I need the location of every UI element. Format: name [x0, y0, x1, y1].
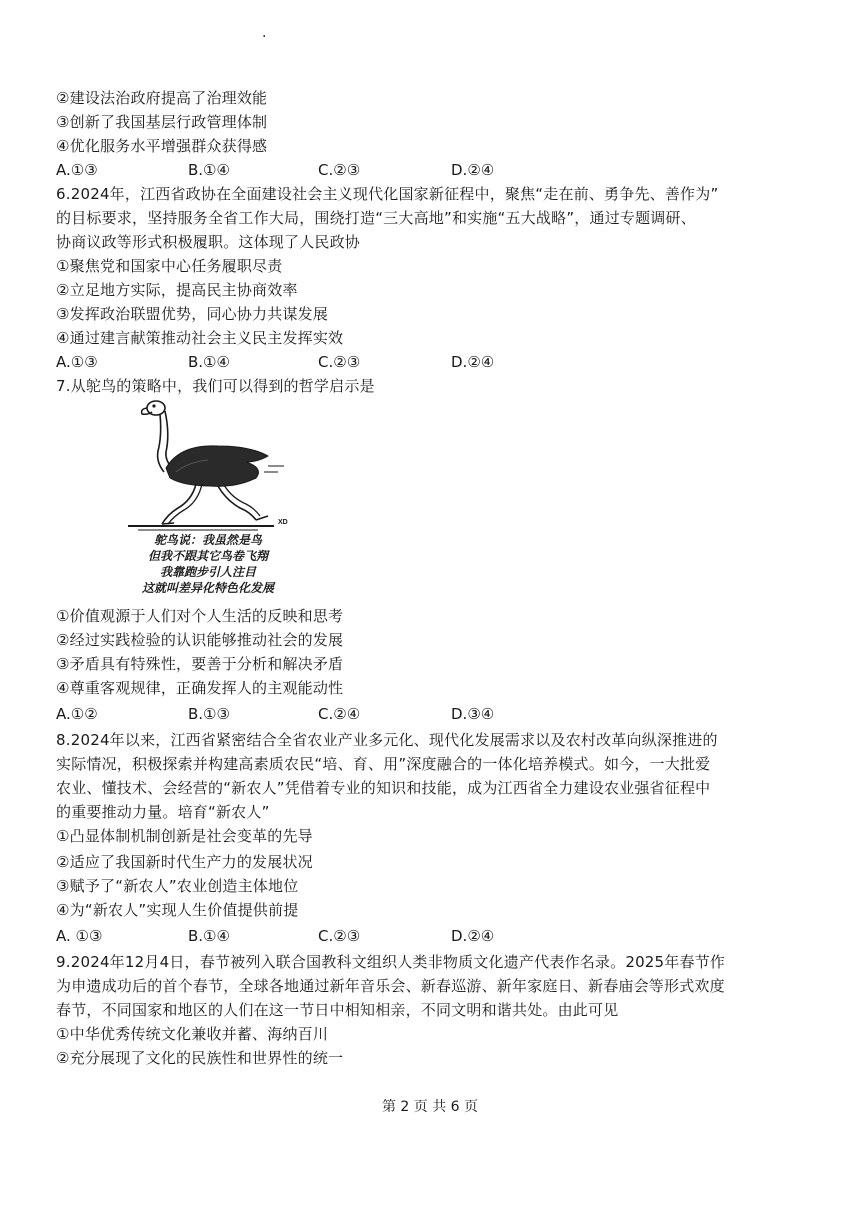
q9-stem-line-2: 为申遗成功后的首个春节，全球各地通过新年音乐会、新春巡游、新年家庭日、新春庙会等形式欢度 [56, 977, 725, 995]
q8-statement-2: ②适应了我国新时代生产力的发展状况 [56, 853, 313, 871]
caption-line-4: 这就叫差异化特色化发展 [141, 581, 274, 595]
q5-statement-2: ②建设法治政府提高了治理效能 [56, 89, 268, 107]
q7-choice-c: C.②④ [318, 705, 361, 723]
q6-statement-1: ①聚焦党和国家中心任务履职尽责 [56, 257, 283, 275]
q9-statement-2: ②充分展现了文化的民族性和世界性的统一 [56, 1049, 344, 1067]
q6-stem-line-1: 6.2024年，江西省政协在全面建设社会主义现代化国家新征程中，聚焦“走在前、勇争先、善作为” [56, 185, 719, 203]
q8-stem-line-2: 实际情况，积极探索并构建高素质农民“培、育、用”深度融合的一体化培养模式。如今，一大批爱 [56, 755, 711, 773]
q5-statement-4: ④优化服务水平增强群众获得感 [56, 137, 268, 155]
cartoon-caption [118, 532, 298, 596]
q8-stem-line-4: 的重要推动力量。培育“新农人” [56, 803, 270, 821]
q8-choice-c: C.②③ [318, 927, 361, 945]
q8-answer-choices [56, 924, 696, 948]
q7-answer-choices [56, 702, 696, 726]
q7-choice-d: D.③④ [451, 705, 495, 723]
q6-stem-line-2: 的目标要求，坚持服务全省工作大局，围绕打造“三大高地”和实施“五大战略”，通过专题调研、 [56, 209, 696, 227]
q7-choice-a: A.①② [56, 705, 98, 723]
q6-choice-b: B.①④ [188, 353, 230, 371]
q6-choice-a: A.①③ [56, 353, 98, 371]
q8-choice-d: D.②④ [451, 927, 495, 945]
q9-statement-1: ①中华优秀传统文化兼收并蓄、海纳百川 [56, 1025, 329, 1043]
q5-choice-b: B.①④ [188, 161, 230, 179]
q6-choice-c: C.②③ [318, 353, 361, 371]
q9-stem-line-1: 9.2024年12月4日，春节被列入联合国教科文组织人类非物质文化遗产代表作名录。2025年春节作 [56, 953, 726, 971]
q7-statement-3: ③矛盾具有特殊性，要善于分析和解决矛盾 [56, 655, 344, 673]
caption-line-1: 鸵鸟说：我虽然是鸟 [153, 533, 262, 547]
q7-statement-2: ②经过实践检验的认识能够推动社会的发展 [56, 631, 344, 649]
q8-stem-line-3: 农业、懂技术、会经营的“新农人”凭借着专业的知识和技能，成为江西省全力建设农业强省征程中 [56, 779, 711, 797]
q8-stem-line-1: 8.2024年以来，江西省紧密结合全省农业产业多元化、现代化发展需求以及农村改革向纵深推进的 [56, 731, 718, 749]
q7-stem: 7.从鸵鸟的策略中，我们可以得到的哲学启示是 [56, 377, 375, 395]
q7-statement-4: ④尊重客观规律，正确发挥人的主观能动性 [56, 679, 344, 697]
q5-answer-choices [56, 158, 696, 182]
page-number-footer: 第 2 页 共 6 页 [381, 1099, 479, 1115]
q9-stem-line-3: 春节，不同国家和地区的人们在这一节日中相知相亲，不同文明和谐共处。由此可见 [56, 1001, 619, 1019]
q5-choice-a: A.①③ [56, 161, 98, 179]
q7-statement-1: ①价值观源于人们对个人生活的反映和思考 [56, 607, 344, 625]
q7-choice-b: B.①③ [188, 705, 230, 723]
q5-choice-c: C.②③ [318, 161, 361, 179]
caption-line-2: 但我不跟其它鸟卷飞翔 [147, 549, 268, 563]
q6-statement-2: ②立足地方实际，提高民主协商效率 [56, 281, 298, 299]
q6-choice-d: D.②④ [451, 353, 495, 371]
q8-statement-4: ④为“新农人”实现人生价值提供前提 [56, 901, 299, 919]
q5-choice-d: D.②④ [451, 161, 495, 179]
q6-statement-3: ③发挥政治联盟优势，同心协力共谋发展 [56, 305, 329, 323]
q6-answer-choices [56, 350, 696, 374]
cartoon-signature: XD [278, 519, 288, 526]
q8-statement-3: ③赋予了“新农人”农业创造主体地位 [56, 877, 299, 895]
q6-stem-line-3: 协商议政等形式积极履职。这体现了人民政协 [56, 233, 361, 251]
q5-statement-3: ③创新了我国基层行政管理体制 [56, 113, 268, 131]
q8-statement-1: ①凸显体制机制创新是社会变革的先导 [56, 827, 313, 845]
scan-mark: . [262, 25, 267, 41]
ostrich-illustration [118, 396, 298, 536]
caption-line-3: 我靠跑步引人注目 [159, 565, 256, 579]
q8-choice-a: A. ①③ [56, 927, 103, 945]
q6-statement-4: ④通过建言献策推动社会主义民主发挥实效 [56, 329, 344, 347]
q8-choice-b: B.①④ [188, 927, 230, 945]
